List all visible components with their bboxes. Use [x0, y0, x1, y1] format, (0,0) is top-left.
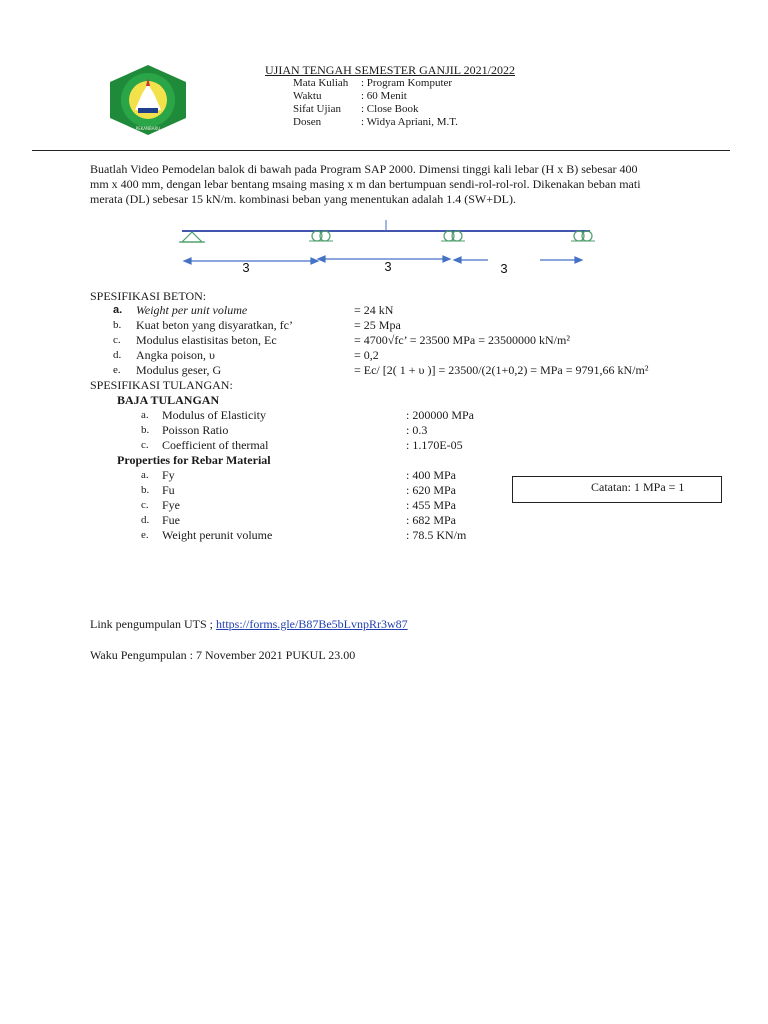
span-label: 3: [500, 261, 508, 276]
roller-support-icon: [441, 231, 465, 241]
rebar-marker-b: b.: [141, 484, 150, 496]
submission-deadline: Waku Pengumpulan : 7 November 2021 PUKUL 23.00: [90, 648, 356, 662]
tulangan-heading: SPESIFIKASI TULANGAN:: [90, 378, 233, 392]
span-label: 3: [242, 260, 250, 275]
beton-value-c: = 4700√fc’ = 23500 MPa = 23500000 kN/m²: [354, 333, 570, 347]
baja-marker-b: b.: [141, 424, 150, 436]
submission-link-row: [90, 617, 408, 632]
exam-title: UJIAN TENGAH SEMESTER GANJIL 2021/2022: [265, 63, 515, 77]
beton-value-e: = Ec/ [2( 1 + υ )] = 23500/(2(1+0,2) = MPa = 9791,66 kN/m²: [354, 363, 649, 377]
rebar-value-a: : 400 MPa: [406, 468, 457, 482]
beton-value-b: = 25 Mpa: [354, 318, 401, 332]
meta-value-lecturer: : Widya Apriani, M.T.: [361, 116, 458, 128]
beton-marker-a: a.: [113, 304, 123, 316]
beton-marker-c: c.: [113, 334, 121, 346]
beton-marker-d: d.: [113, 349, 122, 361]
meta-label-time: Waktu: [293, 90, 322, 102]
rebar-label-e: Weight perunit volume: [162, 528, 273, 542]
beton-value-d: = 0,2: [354, 348, 379, 362]
rebar-value-e: : 78.5 KN/m: [406, 528, 467, 542]
baja-label-c: Coefficient of thermal: [162, 438, 269, 452]
beton-value-a: = 24 kN: [354, 303, 394, 317]
beton-label-b: Kuat beton yang disyaratkan, fc’: [136, 318, 293, 332]
rebar-value-c: : 455 MPa: [406, 498, 457, 512]
beton-label-c: Modulus elastisitas beton, Ec: [136, 333, 277, 347]
note-box: [512, 476, 722, 503]
svg-text:PEKANBARU: PEKANBARU: [135, 126, 161, 131]
roller-support-icon: [309, 231, 333, 241]
rebar-marker-c: c.: [141, 499, 149, 511]
dimension-arrow: [184, 258, 318, 264]
instruction-line-3: merata (DL) sebesar 15 kN/m. kombinasi beban yang menentukan adalah 1.4 (SW+DL).: [90, 192, 516, 206]
instruction-line-2: mm x 400 mm, dengan lebar bentang msaing masing x m dan bertumpuan sendi-rol-rol-rol. Dikenakan beban mati: [90, 177, 641, 191]
dimension-arrow: [454, 257, 582, 263]
rebar-marker-e: e.: [141, 529, 149, 541]
beam-diagram: [170, 214, 610, 276]
baja-value-b: : 0.3: [406, 423, 428, 437]
pin-support-icon: [182, 232, 202, 242]
rebar-label-c: Fye: [162, 498, 180, 512]
baja-label-a: Modulus of Elasticity: [162, 408, 266, 422]
beton-label-d: Angka poison, υ: [136, 348, 215, 362]
beton-heading: SPESIFIKASI BETON:: [90, 289, 207, 303]
rebar-value-d: : 682 MPa: [406, 513, 457, 527]
rebar-label-a: Fy: [162, 468, 175, 482]
beton-label-a: Weight per unit volume: [136, 303, 248, 317]
rebar-label-d: Fue: [162, 513, 180, 527]
rebar-label-b: Fu: [162, 483, 175, 497]
beton-label-e: Modulus geser, G: [136, 363, 222, 377]
span-label: 3: [384, 259, 392, 274]
baja-value-c: : 1.170E-05: [406, 438, 463, 452]
rebar-marker-d: d.: [141, 514, 150, 526]
meta-value-course: : Program Komputer: [361, 77, 453, 89]
beton-marker-b: b.: [113, 319, 122, 331]
baja-heading: BAJA TULANGAN: [117, 393, 220, 407]
rebar-marker-a: a.: [141, 469, 149, 481]
note-text: Catatan: 1 MPa = 1: [591, 480, 685, 494]
submission-link[interactable]: https://forms.gle/B87Be5bLvnpRr3w87: [216, 617, 408, 631]
meta-label-course: Mata Kuliah: [293, 77, 349, 89]
baja-marker-a: a.: [141, 409, 149, 421]
rebar-heading: Properties for Rebar Material: [117, 453, 271, 467]
meta-value-time: : 60 Menit: [361, 90, 407, 102]
meta-label-type: Sifat Ujian: [293, 103, 341, 115]
meta-value-type: : Close Book: [361, 103, 419, 115]
meta-label-lecturer: Dosen: [293, 116, 322, 128]
rebar-value-b: : 620 MPa: [406, 483, 457, 497]
header-divider: [32, 150, 730, 151]
university-logo: [105, 64, 191, 136]
instruction-line-1: Buatlah Video Pemodelan balok di bawah pada Program SAP 2000. Dimensi tinggi kali lebar (H x B) sebesar 400: [90, 162, 638, 176]
baja-value-a: : 200000 MPa: [406, 408, 475, 422]
baja-marker-c: c.: [141, 439, 149, 451]
beton-marker-e: e.: [113, 364, 121, 376]
roller-support-icon: [571, 231, 595, 241]
submission-link-label: Link pengumpulan UTS ;: [90, 617, 216, 631]
baja-label-b: Poisson Ratio: [162, 423, 229, 437]
